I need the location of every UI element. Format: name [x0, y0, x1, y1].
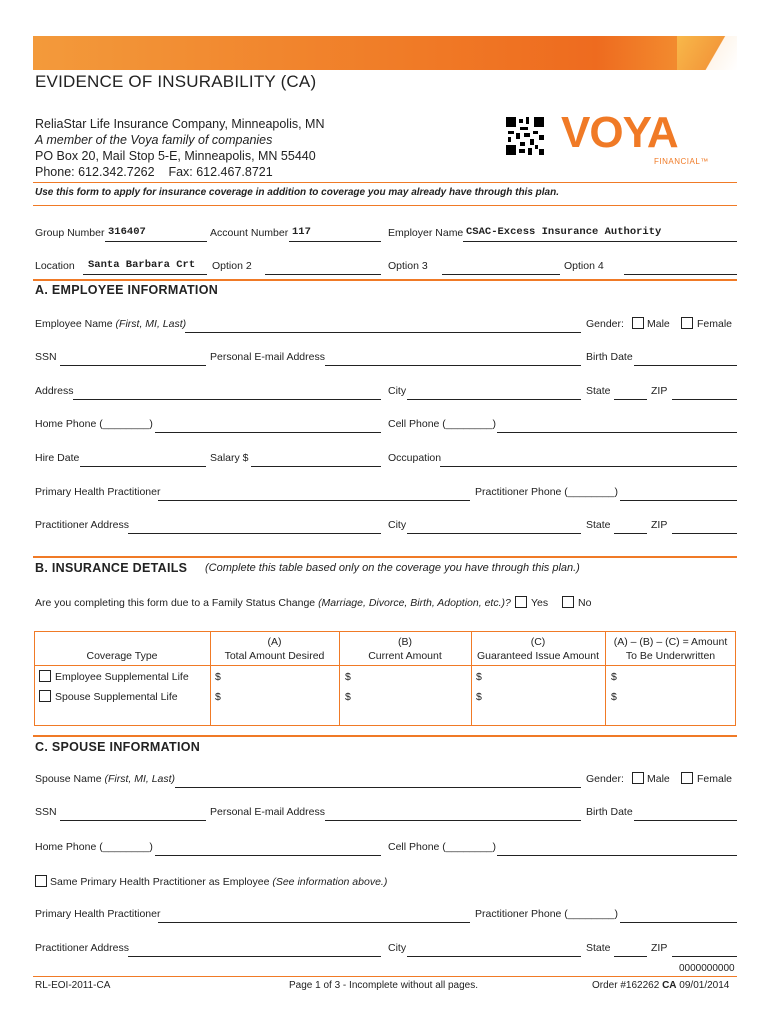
cell-phone-field[interactable] — [497, 431, 737, 433]
header-banner — [33, 36, 737, 70]
state-label: State — [586, 385, 611, 397]
practitioner-zip-label: ZIP — [651, 519, 668, 531]
male-label: Male — [647, 318, 670, 330]
table-cell-d[interactable]: $ — [611, 671, 617, 683]
col-header-a-top: (A) — [267, 636, 282, 648]
col-header-c-top: (C) — [530, 636, 546, 648]
practitioner-address-field[interactable] — [128, 532, 381, 534]
male-checkbox[interactable] — [632, 317, 644, 329]
section-b-hint: (Complete this table based only on the coverage you have through this plan.) — [205, 562, 580, 574]
divider — [33, 182, 737, 183]
hire-date-label: Hire Date — [35, 452, 80, 464]
zip-label: ZIP — [651, 385, 668, 397]
col-header-a: Total Amount Desired — [224, 650, 325, 662]
yes-label: Yes — [531, 597, 549, 609]
email-field[interactable] — [325, 364, 581, 366]
salary-field[interactable] — [251, 465, 381, 467]
spouse-cell-phone-label: Cell Phone (________) — [388, 841, 496, 853]
table-cell-c[interactable]: $ — [476, 671, 482, 683]
option2-field[interactable] — [265, 273, 381, 275]
col-header-b: Current Amount — [368, 650, 442, 662]
section-b-title: B. INSURANCE DETAILS — [35, 561, 188, 575]
col-header-c: Guaranteed Issue Amount — [477, 650, 599, 662]
page-info: Page 1 of 3 - Incomplete without all pages. — [289, 980, 479, 991]
form-title: EVIDENCE OF INSURABILITY (CA) — [35, 72, 317, 91]
occupation-field[interactable] — [440, 465, 737, 467]
no-label: No — [578, 597, 592, 609]
city-label: City — [388, 385, 407, 397]
section-a-title: A. EMPLOYEE INFORMATION — [35, 283, 219, 297]
account-number-value: 117 — [292, 226, 311, 238]
employer-name-value: CSAC-Excess Insurance Authority — [466, 226, 662, 238]
col-header-d-top: (A) – (B) – (C) = Amount — [613, 636, 728, 648]
employee-name-label: Employee Name (First, MI, Last) — [35, 318, 187, 330]
col-header-d: To Be Underwritten — [625, 650, 716, 662]
home-phone-label: Home Phone (________) — [35, 418, 153, 430]
same-practitioner-label: Same Primary Health Practitioner as Employee (See information above.) — [50, 876, 388, 888]
option4-label: Option 4 — [564, 260, 604, 272]
company-member: A member of the Voya family of companies — [35, 133, 273, 147]
table-cell-a[interactable]: $ — [215, 691, 221, 703]
spouse-supplemental-checkbox[interactable] — [39, 690, 51, 702]
spouse-male-label: Male — [647, 773, 670, 785]
location-label: Location — [35, 260, 75, 272]
table-cell-b[interactable]: $ — [345, 671, 351, 683]
account-number-field[interactable] — [289, 240, 381, 242]
option4-field[interactable] — [624, 273, 737, 275]
spouse-practitioner-address-field[interactable] — [128, 955, 381, 957]
option3-field[interactable] — [442, 273, 560, 275]
option3-label: Option 3 — [388, 260, 428, 272]
spouse-practitioner-phone-field[interactable] — [620, 921, 737, 923]
location-field[interactable] — [83, 273, 207, 275]
birth-date-label: Birth Date — [586, 351, 633, 363]
spouse-email-label: Personal E-mail Address — [210, 806, 325, 818]
table-row-type: Spouse Supplemental Life — [55, 691, 178, 703]
section-b-divider — [33, 556, 737, 558]
zip-field[interactable] — [672, 398, 737, 400]
spouse-state-field[interactable] — [614, 955, 647, 957]
occupation-label: Occupation — [388, 452, 442, 464]
address-field[interactable] — [73, 398, 381, 400]
group-number-label: Group Number — [35, 227, 105, 239]
home-phone-field[interactable] — [155, 431, 381, 433]
gender-label: Gender: — [586, 318, 624, 330]
practitioner-city-label: City — [388, 519, 407, 531]
option2-label: Option 2 — [212, 260, 252, 272]
same-practitioner-checkbox[interactable] — [35, 875, 47, 887]
section-c-title: C. SPOUSE INFORMATION — [35, 740, 201, 754]
state-field[interactable] — [614, 398, 647, 400]
spouse-home-phone-field[interactable] — [155, 854, 381, 856]
spouse-practitioner-phone-label: Practitioner Phone (________) — [475, 908, 619, 920]
barcode-icon — [506, 117, 544, 155]
col-header-coverage: Coverage Type — [86, 650, 158, 662]
table-header-divider — [34, 665, 736, 666]
cell-phone-label: Cell Phone (________) — [388, 418, 496, 430]
voya-logo: VOYA — [561, 108, 678, 157]
spouse-female-checkbox[interactable] — [681, 772, 693, 784]
company-phone: Phone: 612.342.7262 Fax: 612.467.8721 — [35, 165, 273, 179]
practitioner-label: Primary Health Practitioner — [35, 486, 161, 498]
practitioner-address-label: Practitioner Address — [35, 519, 129, 531]
spouse-name-label: Spouse Name (First, MI, Last) — [35, 773, 176, 785]
practitioner-zip-field[interactable] — [672, 532, 737, 534]
location-value: Santa Barbara Crt — [88, 259, 196, 271]
ssn-field[interactable] — [60, 364, 206, 366]
table-row-type: Employee Supplemental Life — [55, 671, 189, 683]
practitioner-phone-label: Practitioner Phone (________) — [475, 486, 619, 498]
company-name: ReliaStar Life Insurance Company, Minneapolis, MN — [35, 117, 325, 131]
divider — [33, 205, 737, 206]
table-cell-b[interactable]: $ — [345, 691, 351, 703]
spouse-gender-label: Gender: — [586, 773, 624, 785]
section-a-divider — [33, 279, 737, 281]
spouse-practitioner-address-label: Practitioner Address — [35, 942, 129, 954]
form-number: 0000000000 — [679, 963, 735, 974]
spouse-practitioner-field[interactable] — [158, 921, 470, 923]
hire-date-field[interactable] — [80, 465, 206, 467]
address-label: Address — [35, 385, 74, 397]
spouse-ssn-label: SSN — [35, 806, 57, 818]
account-number-label: Account Number — [210, 227, 289, 239]
spouse-email-field[interactable] — [325, 819, 581, 821]
email-label: Personal E-mail Address — [210, 351, 325, 363]
group-number-field[interactable] — [105, 240, 207, 242]
employer-name-field[interactable] — [463, 240, 737, 242]
spouse-zip-field[interactable] — [672, 955, 737, 957]
practitioner-field[interactable] — [158, 499, 470, 501]
spouse-birth-label: Birth Date — [586, 806, 633, 818]
company-address: PO Box 20, Mail Stop 5-E, Minneapolis, MN 55440 — [35, 149, 316, 163]
spouse-name-field[interactable] — [175, 786, 581, 788]
family-status-question: Are you completing this form due to a Family Status Change (Marriage, Divorce, Birth, Adoption, etc.)? — [35, 597, 511, 609]
employee-supplemental-checkbox[interactable] — [39, 670, 51, 682]
table-cell-c[interactable]: $ — [476, 691, 482, 703]
spouse-practitioner-label: Primary Health Practitioner — [35, 908, 161, 920]
spouse-male-checkbox[interactable] — [632, 772, 644, 784]
form-id: RL-EOI-2011-CA — [35, 980, 111, 991]
salary-label: Salary $ — [210, 452, 249, 464]
spouse-ssn-field[interactable] — [60, 819, 206, 821]
voya-logo-sub: FINANCIAL™ — [654, 157, 709, 166]
spouse-female-label: Female — [697, 773, 733, 785]
spouse-home-phone-label: Home Phone (________) — [35, 841, 153, 853]
yes-checkbox[interactable] — [515, 596, 527, 608]
instruction-text: Use this form to apply for insurance coverage in addition to coverage you may already have through this plan. — [35, 187, 560, 198]
employer-name-label: Employer Name — [388, 227, 464, 239]
section-c-divider — [33, 735, 737, 737]
spouse-city-field[interactable] — [407, 955, 581, 957]
order-info: Order #162262 CA 09/01/2014 — [592, 980, 730, 991]
ssn-label: SSN — [35, 351, 57, 363]
table-cell-a[interactable]: $ — [215, 671, 221, 683]
footer-divider — [33, 976, 737, 977]
spouse-zip-label: ZIP — [651, 942, 668, 954]
female-checkbox[interactable] — [681, 317, 693, 329]
city-field[interactable] — [407, 398, 581, 400]
no-checkbox[interactable] — [562, 596, 574, 608]
practitioner-state-field[interactable] — [614, 532, 647, 534]
table-cell-d[interactable]: $ — [611, 691, 617, 703]
spouse-city-label: City — [388, 942, 407, 954]
birth-date-field[interactable] — [634, 364, 737, 366]
spouse-state-label: State — [586, 942, 611, 954]
spouse-cell-phone-field[interactable] — [497, 854, 737, 856]
practitioner-city-field[interactable] — [407, 532, 581, 534]
col-header-b-top: (B) — [398, 636, 412, 648]
group-number-value: 316407 — [108, 226, 146, 238]
employee-name-field[interactable] — [185, 331, 581, 333]
practitioner-state-label: State — [586, 519, 611, 531]
practitioner-phone-field[interactable] — [620, 499, 737, 501]
spouse-birth-field[interactable] — [634, 819, 737, 821]
female-label: Female — [697, 318, 733, 330]
